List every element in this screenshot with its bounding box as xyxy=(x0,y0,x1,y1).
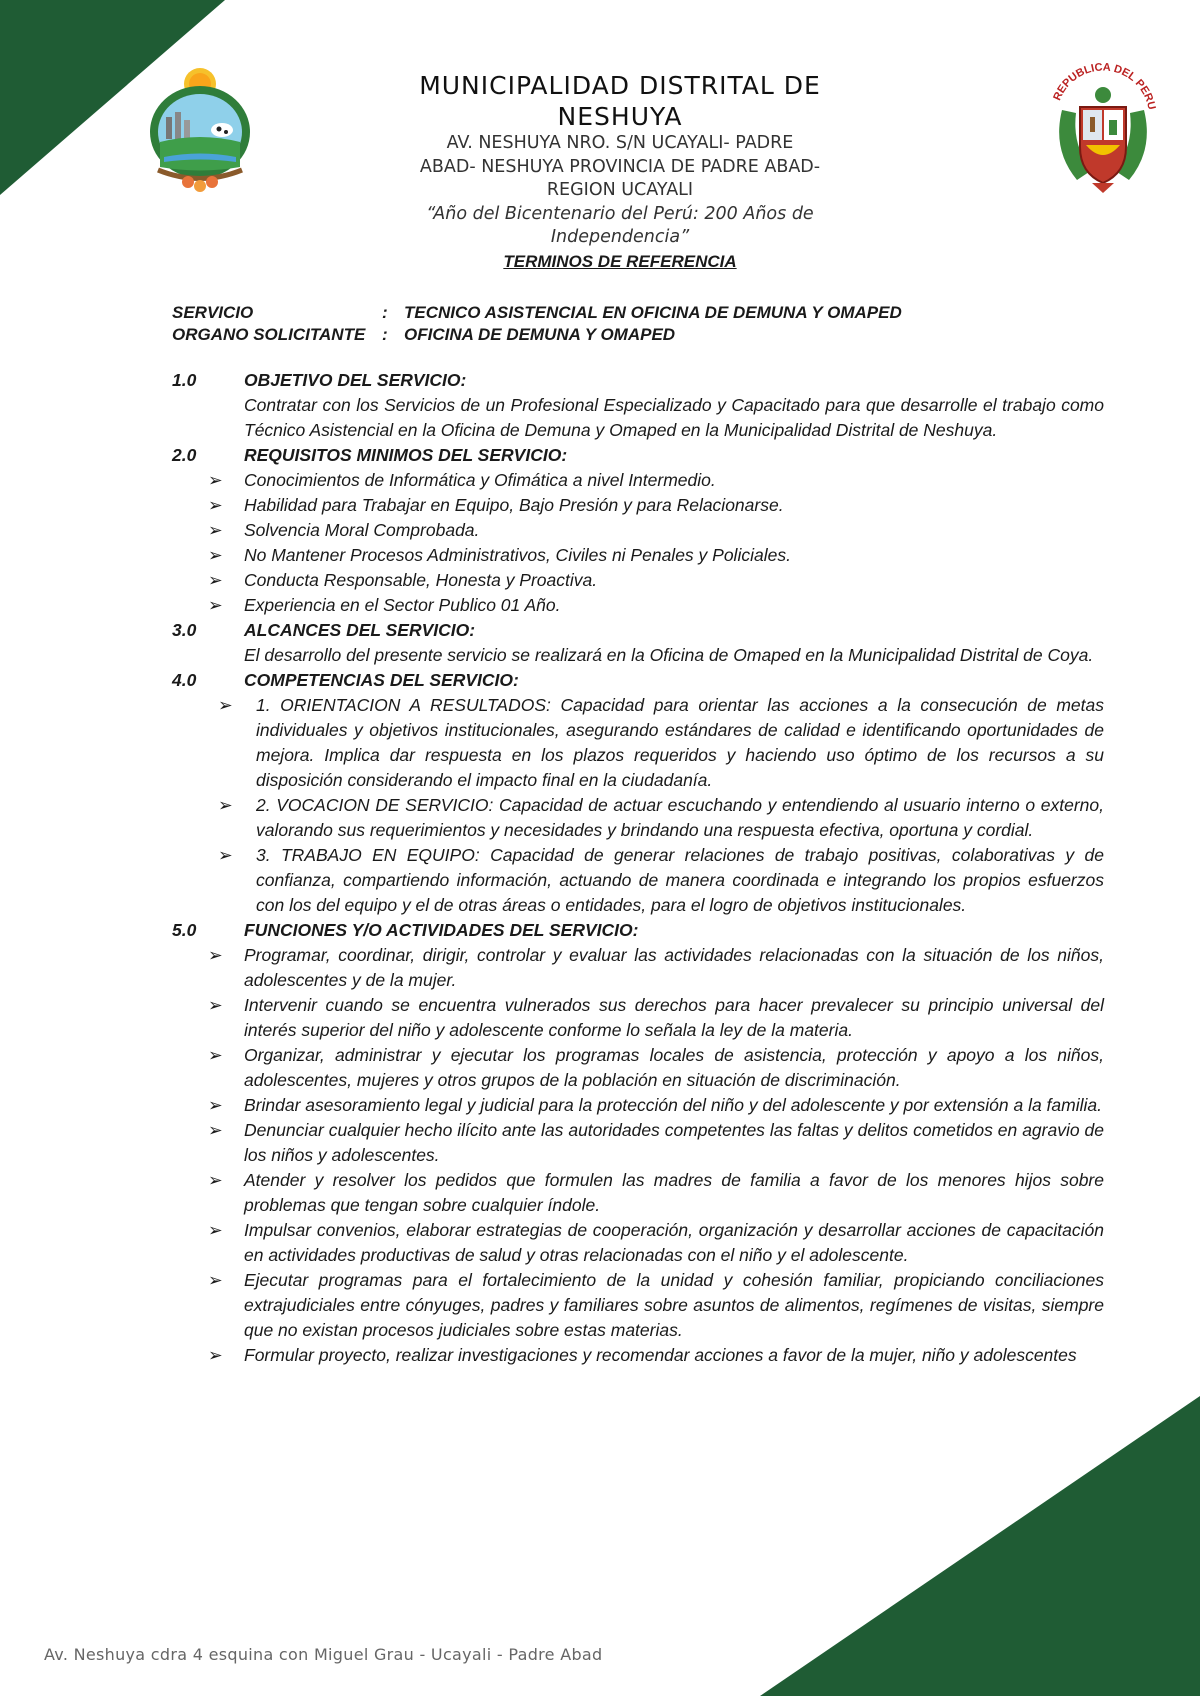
organo-value: OFICINA DE DEMUNA Y OMAPED xyxy=(404,325,676,344)
arrow-bullet-icon: ➢ xyxy=(208,1170,223,1190)
list-item: ➢ No Mantener Procesos Administrativos, Civiles ni Penales y Policiales. xyxy=(172,543,1104,568)
list-item: ➢ Conducta Responsable, Honesta y Proactiva. xyxy=(172,568,1104,593)
section-heading xyxy=(172,368,1104,393)
section-heading xyxy=(172,668,1104,693)
arrow-bullet-icon: ➢ xyxy=(208,1220,223,1240)
arrow-bullet-icon: ➢ xyxy=(208,1095,223,1115)
separator: : xyxy=(382,303,388,322)
section-title: ALCANCES DEL SERVICIO: xyxy=(244,620,476,640)
arrow-bullet-icon: ➢ xyxy=(208,495,223,515)
arrow-bullet-icon: ➢ xyxy=(218,795,233,815)
list-item: ➢ Organizar, administrar y ejecutar los programas locales de asistencia, protección y apoyo a los niños, adolescentes, mujeres y otros grupos de la población en situación de discriminación. xyxy=(208,1045,1104,1090)
address-line-2: ABAD- NESHUYA PROVINCIA DE PADRE ABAD- xyxy=(419,156,821,177)
list-item: ➢ 2. VOCACION DE SERVICIO: Capacidad de actuar escuchando y entendiendo al usuario interno o externo, valorando sus requerimientos y necesidades y brindando una respuesta efectiva, oportuna y cordial. xyxy=(218,795,1104,840)
list-item: ➢ Formular proyecto, realizar investigaciones y recomendar acciones a favor de la mujer, niño y adolescentes xyxy=(172,1343,1104,1368)
list-item: ➢ Ejecutar programas para el fortalecimiento de la unidad y cohesión familiar, propiciando conciliaciones extrajudiciales entre cónyuges, padres y familiares sobre asuntos de alimentos, regímenes de visitas, siempre que no existan procesos judiciales sobre estas materias. xyxy=(208,1270,1104,1340)
address-line-1: AV. NESHUYA NRO. S/N UCAYALI- PADRE xyxy=(446,133,794,153)
servicio-value: TECNICO ASISTENCIAL EN OFICINA DE DEMUNA Y OMAPED xyxy=(404,303,902,322)
list-item: ➢ 3. TRABAJO EN EQUIPO: Capacidad de generar relaciones de trabajo positivas, colaborativas y de confianza, compartiendo información, actuando de manera coordinada e integrando los propios esfuerzos con los del equipo y el de otras áreas o entidades, para el logro de objetivos institucionales. xyxy=(218,845,1104,915)
arrow-bullet-icon: ➢ xyxy=(208,945,223,965)
list-item: ➢ Conocimientos de Informática y Ofimática a nivel Intermedio. xyxy=(172,468,1104,493)
section-title: REQUISITOS MINIMOS DEL SERVICIO: xyxy=(244,445,568,465)
document-title: TERMINOS DE REFERENCIA xyxy=(503,251,737,271)
document-body xyxy=(172,302,1104,1368)
address-line-3: REGION UCAYALI xyxy=(546,180,694,200)
municipality-title: MUNICIPALIDAD DISTRITAL DE NESHUYA xyxy=(419,71,821,131)
section-paragraph: El desarrollo del presente servicio se realizará en la Oficina de Omaped en la Municipalidad Distrital de Coya. xyxy=(244,645,1094,665)
arrow-bullet-icon: ➢ xyxy=(208,995,223,1015)
meta-servicio xyxy=(172,302,1104,324)
arrow-bullet-icon: ➢ xyxy=(208,1345,223,1365)
arrow-bullet-icon: ➢ xyxy=(208,1045,223,1065)
municipal-logo xyxy=(140,62,260,202)
arrow-bullet-icon: ➢ xyxy=(208,1270,223,1290)
meta-organo xyxy=(172,324,1104,346)
footer-address: Av. Neshuya cdra 4 esquina con Miguel Grau - Ucayali - Padre Abad xyxy=(44,1645,603,1664)
section-title: COMPETENCIAS DEL SERVICIO: xyxy=(244,670,519,690)
arrow-bullet-icon: ➢ xyxy=(218,845,233,865)
arrow-bullet-icon: ➢ xyxy=(208,545,223,565)
list-item: ➢ Intervenir cuando se encuentra vulnerados sus derechos para hacer prevalecer su principio universal del interés superior del niño y adolescente conforme lo señala la ley de la materia. xyxy=(208,995,1104,1040)
section-heading xyxy=(172,443,1104,468)
list-item: ➢ 1. ORIENTACION A RESULTADOS: Capacidad para orientar las acciones a la consecución de metas individuales y objetivos institucionales, asegurando estándares de calidad e identificando oportunidades de mejora. Implica dar respuesta en los plazos requeridos y haciendo uso óptimo de los recursos a su disposición considerando el impacto final en la ciudadanía. xyxy=(218,695,1104,790)
functions-list xyxy=(172,943,1104,1368)
list-item: ➢ Habilidad para Trabajar en Equipo, Bajo Presión y para Relacionarse. xyxy=(172,493,1104,518)
seal-text: REPUBLICA DEL PERU xyxy=(1051,61,1158,111)
peru-coat-of-arms-seal xyxy=(1042,55,1164,195)
arrow-bullet-icon: ➢ xyxy=(208,1120,223,1140)
list-item: ➢ Denunciar cualquier hecho ilícito ante las autoridades competentes las faltas y delitos cometidos en agravio de los niños y adolescentes. xyxy=(208,1120,1104,1165)
organo-label: ORGANO SOLICITANTE xyxy=(172,325,366,344)
list-item: ➢ Impulsar convenios, elaborar estrategias de cooperación, organización y desarrollar acciones de capacitación en actividades productivas de salud y otras relacionadas con el niño y el adolescente. xyxy=(208,1220,1104,1265)
separator: : xyxy=(382,325,388,344)
section-number: 1.0 xyxy=(172,370,197,390)
arrow-bullet-icon: ➢ xyxy=(208,570,223,590)
section-number: 3.0 xyxy=(172,620,197,640)
competencies-list xyxy=(172,693,1104,918)
list-item: ➢ Atender y resolver los pedidos que formulen las madres de familia a favor de los menores hijos sobre problemas que tengan sobre cualquier índole. xyxy=(208,1170,1104,1215)
corner-decoration-bottom-right xyxy=(760,1396,1200,1696)
section-heading xyxy=(172,918,1104,943)
section-number: 2.0 xyxy=(172,445,197,465)
list-item: ➢ Experiencia en el Sector Publico 01 Año. xyxy=(172,593,1104,618)
section-title: OBJETIVO DEL SERVICIO: xyxy=(244,370,467,390)
arrow-bullet-icon: ➢ xyxy=(218,695,233,715)
document-header xyxy=(380,70,860,274)
section-paragraph: Contratar con los Servicios de un Profesional Especializado y Capacitado para que desarrolle el trabajo como Técnico Asistencial en la Oficina de Demuna y Omaped en la Municipalidad Distrital de Neshuya. xyxy=(244,395,1104,440)
section-number: 4.0 xyxy=(172,670,197,690)
list-item: ➢ Brindar asesoramiento legal y judicial para la protección del niño y del adolescente y por extensión a la familia. xyxy=(172,1093,1104,1118)
section-title: FUNCIONES Y/O ACTIVIDADES DEL SERVICIO: xyxy=(244,920,639,940)
section-heading xyxy=(172,618,1104,643)
servicio-label: SERVICIO xyxy=(172,303,254,322)
year-motto: “Año del Bicentenario del Perú: 200 Años de Independencia” xyxy=(426,203,814,247)
list-item: ➢ Solvencia Moral Comprobada. xyxy=(172,518,1104,543)
section-number: 5.0 xyxy=(172,920,197,940)
arrow-bullet-icon: ➢ xyxy=(208,470,223,490)
requirements-list xyxy=(172,468,1104,618)
list-item: ➢ Programar, coordinar, dirigir, controlar y evaluar las actividades relacionadas con la situación de los niños, adolescentes y de la mujer. xyxy=(208,945,1104,990)
arrow-bullet-icon: ➢ xyxy=(208,595,223,615)
arrow-bullet-icon: ➢ xyxy=(208,520,223,540)
